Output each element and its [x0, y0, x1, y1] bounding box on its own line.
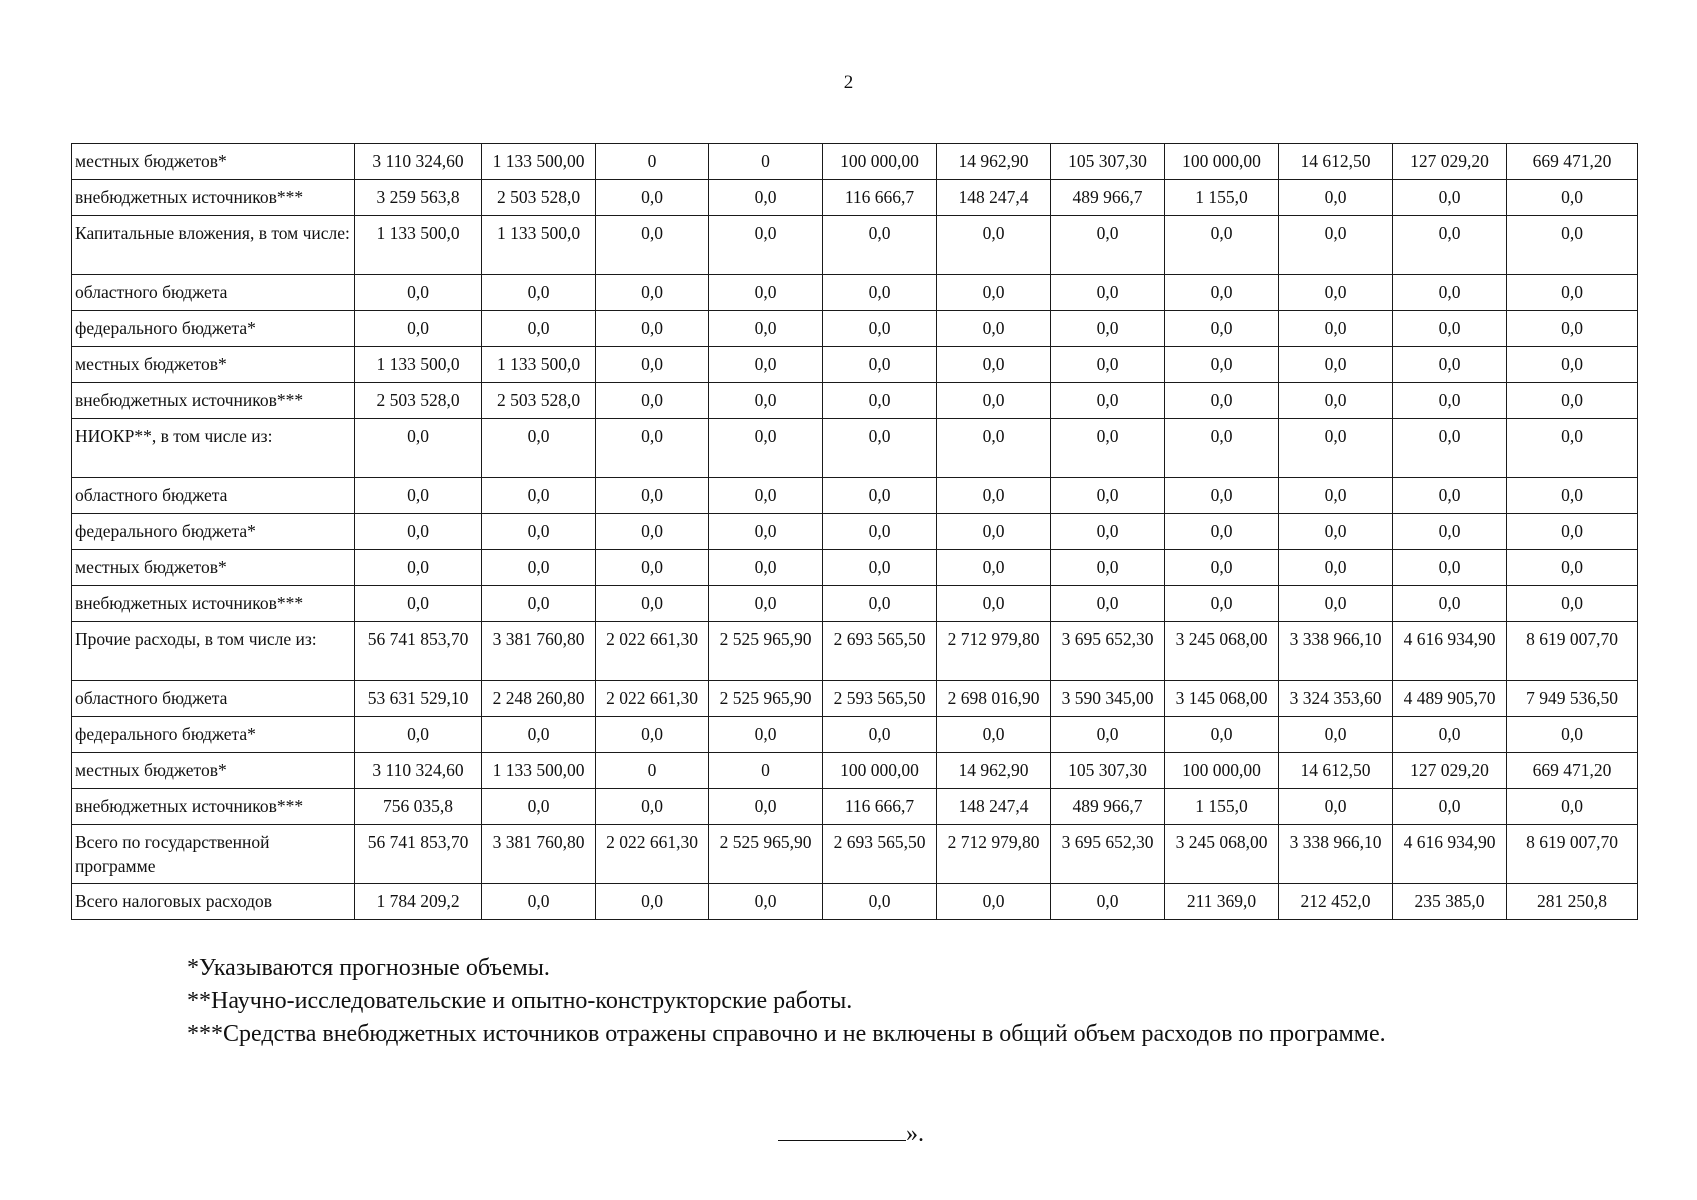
- table-cell: 0,0: [355, 586, 482, 622]
- table-cell: 0,0: [482, 478, 596, 514]
- table-cell: 0,0: [1165, 514, 1279, 550]
- table-cell: 0,0: [1051, 586, 1165, 622]
- table-cell: 3 381 760,80: [482, 622, 596, 681]
- table-cell: 0,0: [1165, 717, 1279, 753]
- table-cell: 0,0: [1507, 347, 1638, 383]
- table-cell: 0,0: [482, 419, 596, 478]
- table-cell: 2 693 565,50: [823, 825, 937, 884]
- table-cell: 0,0: [1279, 216, 1393, 275]
- table-cell: 0: [709, 753, 823, 789]
- table-cell: 0,0: [937, 347, 1051, 383]
- table-cell: 0,0: [355, 514, 482, 550]
- table-cell: 7 949 536,50: [1507, 681, 1638, 717]
- table-cell: 2 022 661,30: [596, 622, 709, 681]
- table-cell: 0,0: [709, 275, 823, 311]
- table-cell: 0,0: [482, 311, 596, 347]
- table-cell: 0,0: [937, 419, 1051, 478]
- table-cell: 0,0: [596, 586, 709, 622]
- table-cell: 212 452,0: [1279, 884, 1393, 920]
- table-cell: 0,0: [1507, 383, 1638, 419]
- table-cell: 0,0: [937, 311, 1051, 347]
- table-cell: 1 133 500,0: [482, 216, 596, 275]
- table-row: [72, 717, 1638, 753]
- row-label: областного бюджета: [72, 681, 355, 717]
- row-label: внебюджетных источников***: [72, 383, 355, 419]
- table-cell: 0,0: [1051, 550, 1165, 586]
- footnotes: [187, 952, 1386, 1051]
- table-cell: 0,0: [1393, 311, 1507, 347]
- table-cell: 0,0: [596, 180, 709, 216]
- table-cell: 0,0: [1279, 717, 1393, 753]
- table-row: [72, 180, 1638, 216]
- table-cell: 0,0: [1279, 550, 1393, 586]
- table-cell: 8 619 007,70: [1507, 825, 1638, 884]
- table-cell: 3 245 068,00: [1165, 825, 1279, 884]
- table-cell: 1 133 500,0: [355, 347, 482, 383]
- table-cell: 235 385,0: [1393, 884, 1507, 920]
- table-cell: 0,0: [1165, 383, 1279, 419]
- table-cell: 281 250,8: [1507, 884, 1638, 920]
- table-cell: 0,0: [482, 884, 596, 920]
- table-cell: 0,0: [1507, 216, 1638, 275]
- table-cell: 56 741 853,70: [355, 825, 482, 884]
- row-label: внебюджетных источников***: [72, 586, 355, 622]
- table-cell: 0,0: [482, 275, 596, 311]
- table-cell: 0,0: [1393, 717, 1507, 753]
- table-cell: 100 000,00: [823, 144, 937, 180]
- table-cell: 116 666,7: [823, 180, 937, 216]
- row-label: Капитальные вложения, в том числе:: [72, 216, 355, 275]
- table-cell: 0,0: [709, 884, 823, 920]
- row-label: федерального бюджета*: [72, 514, 355, 550]
- table-cell: 0,0: [1279, 383, 1393, 419]
- budget-table-body: [72, 144, 1638, 920]
- table-cell: 0,0: [1051, 216, 1165, 275]
- budget-table: [71, 143, 1638, 920]
- row-label: местных бюджетов*: [72, 550, 355, 586]
- table-cell: 0,0: [709, 478, 823, 514]
- table-cell: 0: [709, 144, 823, 180]
- table-cell: 0,0: [937, 884, 1051, 920]
- table-cell: 3 590 345,00: [1051, 681, 1165, 717]
- table-row: [72, 586, 1638, 622]
- table-row: [72, 681, 1638, 717]
- table-cell: 3 338 966,10: [1279, 825, 1393, 884]
- table-cell: 0,0: [1507, 275, 1638, 311]
- table-cell: 0,0: [1051, 717, 1165, 753]
- table-cell: 0,0: [1279, 789, 1393, 825]
- table-cell: 0,0: [823, 419, 937, 478]
- table-cell: 0,0: [1165, 311, 1279, 347]
- table-cell: 0,0: [1393, 216, 1507, 275]
- table-cell: 669 471,20: [1507, 144, 1638, 180]
- table-cell: 0,0: [1165, 586, 1279, 622]
- table-cell: 148 247,4: [937, 789, 1051, 825]
- table-cell: 105 307,30: [1051, 753, 1165, 789]
- table-cell: 0,0: [823, 514, 937, 550]
- table-cell: 0,0: [709, 514, 823, 550]
- table-cell: 0,0: [937, 550, 1051, 586]
- table-row: [72, 884, 1638, 920]
- table-cell: 3 145 068,00: [1165, 681, 1279, 717]
- table-cell: 0,0: [709, 383, 823, 419]
- table-cell: 0,0: [1165, 478, 1279, 514]
- table-cell: 0,0: [709, 550, 823, 586]
- table-cell: 0,0: [1051, 311, 1165, 347]
- footnote-forecast: *Указываются прогнозные объемы.: [187, 955, 550, 981]
- table-cell: 2 503 528,0: [482, 180, 596, 216]
- signature-line: [778, 1120, 906, 1141]
- table-cell: 0,0: [1165, 347, 1279, 383]
- table-cell: 0,0: [1393, 789, 1507, 825]
- table-cell: 1 155,0: [1165, 789, 1279, 825]
- table-cell: 0,0: [1507, 717, 1638, 753]
- table-cell: 0,0: [355, 717, 482, 753]
- table-cell: 0,0: [823, 884, 937, 920]
- table-cell: 756 035,8: [355, 789, 482, 825]
- row-label: федерального бюджета*: [72, 311, 355, 347]
- table-row: [72, 383, 1638, 419]
- table-cell: 0,0: [709, 419, 823, 478]
- table-cell: 0,0: [823, 275, 937, 311]
- table-cell: 3 324 353,60: [1279, 681, 1393, 717]
- table-cell: 3 259 563,8: [355, 180, 482, 216]
- footnote-niokr: **Научно-исследовательские и опытно-конструкторские работы.: [187, 988, 853, 1014]
- table-cell: 0,0: [1165, 419, 1279, 478]
- table-cell: 3 110 324,60: [355, 753, 482, 789]
- table-cell: 0,0: [1279, 311, 1393, 347]
- table-cell: 127 029,20: [1393, 753, 1507, 789]
- table-cell: 0,0: [1165, 216, 1279, 275]
- table-cell: 0,0: [1507, 550, 1638, 586]
- table-cell: 4 616 934,90: [1393, 622, 1507, 681]
- table-cell: 148 247,4: [937, 180, 1051, 216]
- table-cell: 1 133 500,0: [355, 216, 482, 275]
- table-cell: 3 381 760,80: [482, 825, 596, 884]
- table-cell: 0,0: [1507, 514, 1638, 550]
- table-cell: 3 695 652,30: [1051, 825, 1165, 884]
- row-label: внебюджетных источников***: [72, 789, 355, 825]
- table-cell: 0,0: [355, 478, 482, 514]
- table-cell: 669 471,20: [1507, 753, 1638, 789]
- table-cell: 100 000,00: [1165, 144, 1279, 180]
- table-cell: 0,0: [937, 275, 1051, 311]
- table-cell: 3 110 324,60: [355, 144, 482, 180]
- table-cell: 14 612,50: [1279, 753, 1393, 789]
- table-cell: 3 245 068,00: [1165, 622, 1279, 681]
- table-cell: 0,0: [823, 478, 937, 514]
- table-row: [72, 144, 1638, 180]
- table-cell: 1 784 209,2: [355, 884, 482, 920]
- table-cell: 105 307,30: [1051, 144, 1165, 180]
- table-cell: 0,0: [1279, 347, 1393, 383]
- table-cell: 0,0: [482, 789, 596, 825]
- table-cell: 2 698 016,90: [937, 681, 1051, 717]
- table-cell: 0,0: [1393, 550, 1507, 586]
- table-cell: 0,0: [596, 383, 709, 419]
- row-label: местных бюджетов*: [72, 144, 355, 180]
- row-label: местных бюджетов*: [72, 753, 355, 789]
- table-cell: 0,0: [1393, 478, 1507, 514]
- table-cell: 0,0: [596, 478, 709, 514]
- table-cell: 211 369,0: [1165, 884, 1279, 920]
- table-cell: 0,0: [355, 550, 482, 586]
- table-cell: 0,0: [596, 347, 709, 383]
- table-row: [72, 753, 1638, 789]
- table-row: [72, 825, 1638, 884]
- table-cell: 56 741 853,70: [355, 622, 482, 681]
- table-cell: 0,0: [709, 180, 823, 216]
- table-cell: 2 525 965,90: [709, 622, 823, 681]
- table-cell: 0,0: [482, 717, 596, 753]
- row-label: Всего по государственной программе: [72, 825, 355, 884]
- table-cell: 3 338 966,10: [1279, 622, 1393, 681]
- table-cell: 100 000,00: [823, 753, 937, 789]
- table-cell: 0,0: [937, 478, 1051, 514]
- table-cell: 0,0: [1051, 347, 1165, 383]
- table-cell: 0,0: [596, 216, 709, 275]
- table-cell: 0,0: [1051, 275, 1165, 311]
- table-cell: 0,0: [937, 383, 1051, 419]
- table-cell: 0,0: [1165, 275, 1279, 311]
- table-cell: 0,0: [596, 275, 709, 311]
- table-cell: 0,0: [1507, 180, 1638, 216]
- table-cell: 8 619 007,70: [1507, 622, 1638, 681]
- table-cell: 127 029,20: [1393, 144, 1507, 180]
- table-cell: 0,0: [596, 717, 709, 753]
- table-row: [72, 275, 1638, 311]
- row-label: Прочие расходы, в том числе из:: [72, 622, 355, 681]
- table-cell: 0,0: [823, 550, 937, 586]
- table-cell: 0,0: [1393, 347, 1507, 383]
- table-cell: 0,0: [355, 311, 482, 347]
- table-cell: 0,0: [1279, 275, 1393, 311]
- closing-mark: [778, 1120, 924, 1148]
- table-cell: 0,0: [482, 550, 596, 586]
- table-cell: 4 489 905,70: [1393, 681, 1507, 717]
- table-cell: 0,0: [823, 717, 937, 753]
- table-cell: 0,0: [1051, 383, 1165, 419]
- table-cell: 0,0: [355, 275, 482, 311]
- table-cell: 14 612,50: [1279, 144, 1393, 180]
- table-row: [72, 789, 1638, 825]
- table-cell: 489 966,7: [1051, 789, 1165, 825]
- table-row: [72, 478, 1638, 514]
- table-cell: 0,0: [823, 383, 937, 419]
- table-cell: 0,0: [596, 789, 709, 825]
- table-row: [72, 347, 1638, 383]
- table-cell: 53 631 529,10: [355, 681, 482, 717]
- table-cell: 0: [596, 753, 709, 789]
- table-cell: 0,0: [1279, 514, 1393, 550]
- table-cell: 0,0: [709, 586, 823, 622]
- table-cell: 2 712 979,80: [937, 622, 1051, 681]
- table-cell: 0,0: [1507, 586, 1638, 622]
- table-cell: 0,0: [709, 216, 823, 275]
- table-cell: 14 962,90: [937, 144, 1051, 180]
- table-cell: 0,0: [1051, 419, 1165, 478]
- table-row: [72, 622, 1638, 681]
- table-cell: 2 503 528,0: [482, 383, 596, 419]
- table-cell: 1 155,0: [1165, 180, 1279, 216]
- table-cell: 0,0: [1279, 586, 1393, 622]
- table-cell: 0,0: [1393, 419, 1507, 478]
- closing-quote: ».: [906, 1121, 924, 1147]
- table-cell: 0,0: [937, 586, 1051, 622]
- table-cell: 0,0: [823, 347, 937, 383]
- table-cell: 0,0: [1507, 419, 1638, 478]
- table-cell: 2 712 979,80: [937, 825, 1051, 884]
- table-row: [72, 550, 1638, 586]
- table-cell: 0,0: [355, 419, 482, 478]
- row-label: областного бюджета: [72, 275, 355, 311]
- table-cell: 0,0: [596, 514, 709, 550]
- table-row: [72, 311, 1638, 347]
- table-cell: 0,0: [937, 717, 1051, 753]
- row-label: местных бюджетов*: [72, 347, 355, 383]
- table-cell: 489 966,7: [1051, 180, 1165, 216]
- table-cell: 0,0: [1393, 383, 1507, 419]
- table-cell: 0,0: [1393, 180, 1507, 216]
- table-cell: 0,0: [937, 216, 1051, 275]
- table-cell: 2 525 965,90: [709, 681, 823, 717]
- table-cell: 0,0: [1507, 789, 1638, 825]
- table-cell: 0,0: [596, 550, 709, 586]
- table-cell: 2 248 260,80: [482, 681, 596, 717]
- table-cell: 2 503 528,0: [355, 383, 482, 419]
- table-row: [72, 216, 1638, 275]
- table-cell: 0,0: [1507, 478, 1638, 514]
- table-cell: 0,0: [1507, 311, 1638, 347]
- table-cell: 0,0: [1393, 586, 1507, 622]
- table-cell: 100 000,00: [1165, 753, 1279, 789]
- table-cell: 0,0: [596, 884, 709, 920]
- table-cell: 0,0: [1279, 419, 1393, 478]
- table-cell: 4 616 934,90: [1393, 825, 1507, 884]
- table-cell: 0,0: [937, 514, 1051, 550]
- table-cell: 0,0: [823, 311, 937, 347]
- row-label: федерального бюджета*: [72, 717, 355, 753]
- table-cell: 0: [596, 144, 709, 180]
- row-label: внебюджетных источников***: [72, 180, 355, 216]
- row-label: областного бюджета: [72, 478, 355, 514]
- table-cell: 0,0: [1393, 514, 1507, 550]
- table-cell: 0,0: [482, 514, 596, 550]
- table-cell: 2 022 661,30: [596, 825, 709, 884]
- table-cell: 0,0: [709, 717, 823, 753]
- table-cell: 0,0: [1279, 180, 1393, 216]
- row-label: НИОКР**, в том числе из:: [72, 419, 355, 478]
- table-cell: 3 695 652,30: [1051, 622, 1165, 681]
- table-cell: 0,0: [1051, 884, 1165, 920]
- table-cell: 0,0: [1051, 478, 1165, 514]
- page-number: 2: [843, 72, 854, 93]
- table-cell: 1 133 500,00: [482, 144, 596, 180]
- table-cell: 0,0: [709, 311, 823, 347]
- row-label: Всего налоговых расходов: [72, 884, 355, 920]
- table-cell: 2 525 965,90: [709, 825, 823, 884]
- table-cell: 0,0: [709, 789, 823, 825]
- table-cell: 0,0: [482, 586, 596, 622]
- table-cell: 0,0: [823, 216, 937, 275]
- table-cell: 116 666,7: [823, 789, 937, 825]
- table-cell: 1 133 500,00: [482, 753, 596, 789]
- table-cell: 2 022 661,30: [596, 681, 709, 717]
- table-cell: 1 133 500,0: [482, 347, 596, 383]
- table-cell: 14 962,90: [937, 753, 1051, 789]
- table-row: [72, 514, 1638, 550]
- table-cell: 0,0: [709, 347, 823, 383]
- table-cell: 0,0: [823, 586, 937, 622]
- table-cell: 0,0: [1393, 275, 1507, 311]
- table-row: [72, 419, 1638, 478]
- footnote-offbudget: ***Средства внебюджетных источников отражены справочно и не включены в общий объем расходов по программе.: [187, 1021, 1386, 1047]
- table-cell: 0,0: [1165, 550, 1279, 586]
- table-cell: 0,0: [596, 311, 709, 347]
- table-cell: 2 593 565,50: [823, 681, 937, 717]
- table-cell: 0,0: [1279, 478, 1393, 514]
- table-cell: 0,0: [1051, 514, 1165, 550]
- table-cell: 0,0: [596, 419, 709, 478]
- table-cell: 2 693 565,50: [823, 622, 937, 681]
